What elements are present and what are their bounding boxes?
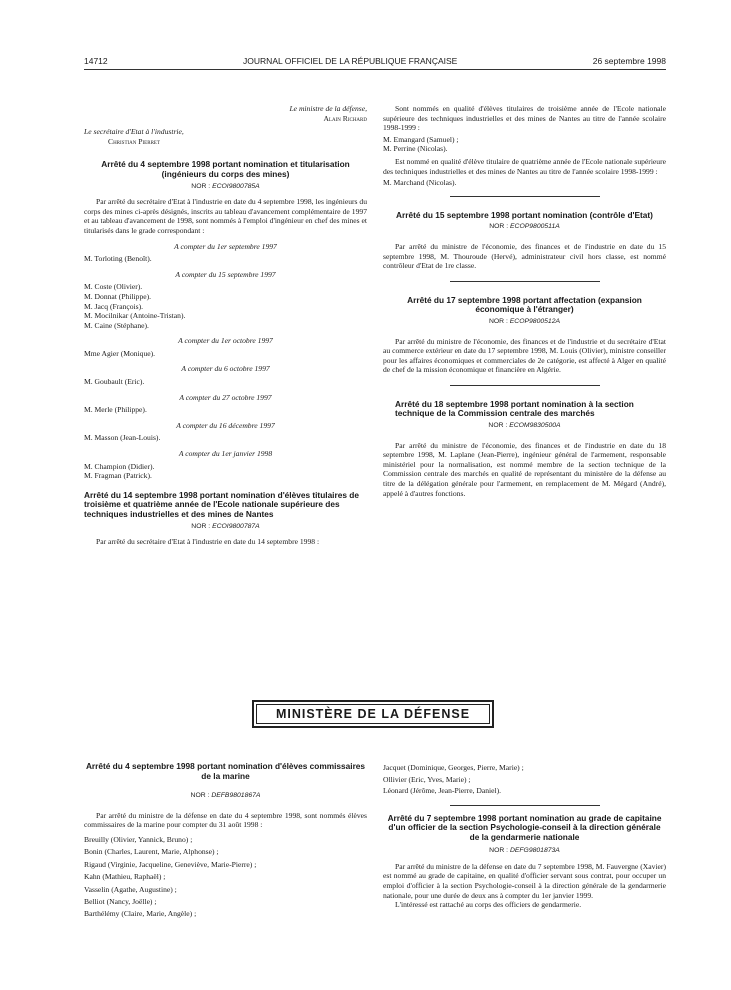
journal-title: JOURNAL OFFICIEL DE LA RÉPUBLIQUE FRANÇAISE: [243, 56, 458, 66]
person-name: Belliot (Nancy, Joëlle) ;: [84, 897, 157, 906]
person-name: Kahn (Mathieu, Raphaël) ;: [84, 872, 166, 882]
left-column-top: [84, 104, 367, 557]
decree-title: Arrêté du 17 septembre 1998 portant affectation (expansion économique à l'étranger): [407, 294, 642, 315]
effective-date: A compter du 1er janvier 1998: [178, 449, 273, 459]
name-list: [383, 178, 666, 188]
decree-paragraph: Sont nommés en qualité d'élèves titulaires de troisième année de l'Ecole nationale supérieure des techniques industrielles et des mines de Nantes au titre de l'année scolaire 1998-1999 :: [383, 104, 666, 133]
name-list: [84, 834, 367, 921]
nor-reference: NOR : ECOP9800512A: [488, 317, 561, 325]
person-name: M. Merle (Philippe).: [84, 405, 147, 415]
name-list: [84, 377, 367, 387]
decree-title: Arrêté du 18 septembre 1998 portant nomination à la section technique de la Commission centrale des marchés: [395, 398, 634, 419]
person-name: M. Fragman (Patrick).: [84, 471, 152, 481]
page-number: 14712: [84, 56, 108, 66]
decree-mines: [84, 160, 367, 480]
decree-title: Arrêté du 4 septembre 1998 portant nomination d'élèves commissaires de la marine: [85, 761, 366, 781]
person-name: Breuilly (Olivier, Yannick, Bruno) ;: [84, 834, 193, 844]
divider: [450, 196, 600, 197]
decree-paragraph: Est nommé en qualité d'élève titulaire de quatrième année de l'Ecole nationale supérieure des techniques industrielles et des mines de Nantes au titre de l'année scolaire 1998-1999 :: [383, 156, 666, 176]
left-column-bottom: [84, 762, 367, 924]
decree-intro: Par arrêté du ministre de la défense en date du 4 septembre 1998, sont nommés élèves commissaires de la marine pour compter du 31 août 1998 :: [84, 810, 367, 830]
decree-text: Par arrêté du ministre de l'économie, des finances et de l'industrie en date du 18 septembre 1998, M. Laplane (Jean-Pierre), ingénieur général de l'armement, responsable ministériel pour la normalisation, est nommé membre de la section technique de la Commission centrale des marchés en qualité de représentant du ministère de la défense au titre de la délégation générale pour l'armement, en remplacement de M. Mégard (André), appelé à d'autres fonctions.: [383, 440, 666, 498]
name-list: [84, 405, 367, 415]
person-name: M. Masson (Jean-Louis).: [84, 433, 161, 443]
decree-nantes: [84, 491, 367, 547]
person-name: M. Jacq (François).: [84, 301, 144, 311]
nor-reference: NOR : ECOI9800787A: [191, 522, 260, 530]
appointment-groups: [84, 242, 367, 481]
issue-date: 26 septembre 1998: [592, 56, 666, 66]
decree-title: Arrêté du 15 septembre 1998 portant nomination (contrôle d'Etat): [396, 209, 653, 220]
decree-marches: [383, 400, 666, 498]
person-name: M. Perrine (Nicolas).: [383, 144, 448, 154]
nor-reference: NOR : ECOI9800785A: [191, 182, 260, 190]
divider: [450, 805, 600, 806]
nor-reference: NOR : DEFG9801873A: [489, 847, 560, 855]
effective-date: A compter du 27 octobre 1997: [179, 392, 272, 402]
nor-reference: NOR : DEFB9801867A: [190, 792, 261, 800]
decree-title: Arrêté du 14 septembre 1998 portant nomination d'élèves titulaires de troisième et quatrième année de l'Ecole nationale supérieure des techniques industrielles et des mines de Nantes: [84, 489, 359, 519]
ministry-heading: MINISTÈRE DE LA DÉFENSE: [252, 700, 494, 728]
person-name: M. Marchand (Nicolas).: [383, 178, 457, 188]
person-name: Jacquet (Dominique, Georges, Pierre, Marie) ;: [383, 763, 524, 772]
name-list: [84, 254, 367, 264]
decree-intro: Par arrêté du secrétaire d'Etat à l'industrie en date du 4 septembre 1998, les ingénieurs du corps des mines ci-après désignés, inscrits au tableau d'avancement complémentaire de 1997 et au tableau d'avancement de 1998, sont nommés à l'emploi d'ingénieur en chef des mines et titularisés dans le grade correspondant :: [84, 197, 367, 235]
signature-industry: Le secrétaire d'Etat à l'industrie, Christian Pierret: [84, 127, 184, 146]
name-list: [84, 462, 367, 481]
effective-date: A compter du 15 septembre 1997: [175, 269, 276, 279]
name-list: [84, 282, 367, 330]
person-name: M. Caine (Stéphane).: [84, 320, 149, 330]
decree-text: Par arrêté du ministre de l'économie, des finances et de l'industrie et du secrétaire d'Etat au commerce extérieur en date du 17 septembre 1998, M. Louis (Olivier), ministre conseiller pour les affaires économiques et commerciales de 2e catégorie, est affecté à Alger en qualité de chef de la mission économique et financière en Algérie.: [383, 336, 666, 375]
person-name: M. Emangard (Samuel) ;: [383, 134, 459, 144]
decree-title: Arrêté du 4 septembre 1998 portant nomination et titularisation (ingénieurs du corps des mines): [101, 159, 350, 179]
decree-text: L'intéressé est rattaché au corps des officiers de gendarmerie.: [395, 900, 582, 910]
decree-text: Par arrêté du ministre de la défense en date du 7 septembre 1998, M. Fauvergne (Xavier) est nommé au grade de capitaine, en qualité d'officier servant sous contrat, pour occuper un emploi d'officier à la section Psychologie-conseil à la direction générale de la gendarmerie nationale, pour une durée de deux ans à compter du 1er janvier 1999.: [383, 861, 666, 900]
divider: [450, 281, 600, 282]
name-list: [84, 433, 367, 443]
effective-date: A compter du 6 octobre 1997: [181, 364, 270, 374]
page-header: [84, 56, 666, 70]
person-name: M. Goubault (Eric).: [84, 377, 145, 387]
person-name: M. Champion (Didier).: [84, 461, 155, 471]
person-name: Rigaud (Virginie, Jacqueline, Geneviève, Marie-Pierre) ;: [84, 859, 257, 869]
person-name: M. Coste (Olivier).: [84, 282, 143, 292]
name-list-continued: [383, 762, 666, 797]
effective-date: A compter du 1er octobre 1997: [178, 336, 273, 346]
person-name: M. Mocilnikar (Antoine-Tristan).: [84, 311, 186, 321]
nor-reference: NOR : ECOP9800511A: [489, 223, 560, 231]
nor-reference: NOR : ECOM9830500A: [488, 422, 561, 430]
effective-date: A compter du 16 décembre 1997: [176, 420, 275, 430]
decree-text: Par arrêté du ministre de l'économie, des finances et de l'industrie en date du 15 septembre 1998, M. Thouroude (Hervé), administrateur civil hors classe, est nommé contrôleur d'Etat de 1re classe.: [383, 241, 666, 271]
person-name: Bonin (Charles, Laurent, Marie, Alphonse) ;: [84, 847, 219, 857]
person-name: Léonard (Jérôme, Jean-Pierre, Daniel).: [383, 786, 502, 795]
person-name: Barthélémy (Claire, Marie, Angèle) ;: [84, 909, 197, 919]
decree-expansion: [383, 296, 666, 375]
right-column-bottom: [383, 762, 666, 910]
person-name: M. Donnat (Philippe).: [84, 291, 152, 301]
person-name: Mme Agier (Monique).: [84, 348, 156, 358]
decree-controle: [383, 211, 666, 271]
name-list: [383, 135, 666, 154]
person-name: Ollivier (Eric, Yves, Marie) ;: [383, 774, 471, 784]
decree-intro: Par arrêté du secrétaire d'Etat à l'industrie en date du 14 septembre 1998 :: [96, 537, 320, 547]
decree-title: Arrêté du 7 septembre 1998 portant nomination au grade de capitaine d'un officier de la section Psychologie-conseil à la direction générale de la gendarmerie nationale: [387, 812, 662, 842]
divider: [450, 385, 600, 386]
person-name: Vasselin (Agathe, Augustine) ;: [84, 884, 177, 894]
name-list: [84, 349, 367, 359]
signature-defense: Le ministre de la défense, Alain Richard: [289, 104, 367, 123]
effective-date: A compter du 1er septembre 1997: [174, 241, 277, 251]
person-name: M. Torloting (Benoît).: [84, 254, 152, 264]
right-column-top: [383, 104, 666, 508]
